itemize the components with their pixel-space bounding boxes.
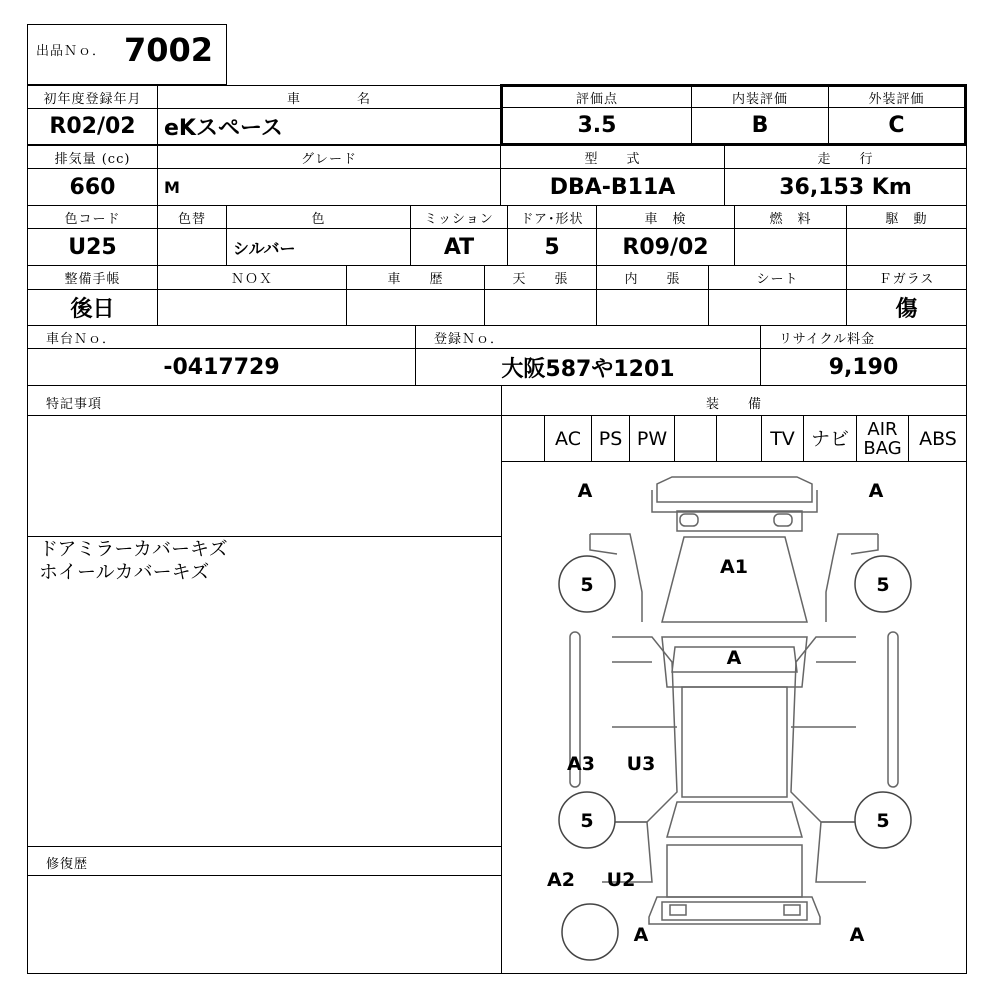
mark-left-rear-a: A2 [547,869,575,891]
hood [662,537,807,622]
color-label: 色 [226,205,411,229]
recycle-value: 9,190 [760,348,967,386]
mileage-value: 36,153 Km [724,168,967,206]
spare-wheel [562,904,618,960]
equipment-tv: TV [761,416,803,461]
equipment-pw: PW [629,416,674,461]
divider [27,536,502,537]
drive-value [846,228,967,266]
mission-label: ミッション [410,205,508,229]
mileage-label: 走 行 [724,145,967,169]
drive-label: 駆 動 [846,205,967,229]
chassis-label: 車台Ｎｏ． [27,325,416,349]
repair-history-label: 修復歴 [46,856,89,872]
equipment-label: 装 備 [705,396,762,412]
interior-label: 内装評価 [691,86,829,108]
right-side-panel [791,637,856,822]
mark-rear-left-wheel: 5 [580,810,594,832]
color-code-label: 色コード [27,205,158,229]
car-diagram [502,462,966,973]
lot-number-box [27,24,227,85]
equipment-navi: ナビ [803,416,856,461]
special-notes-label: 特記事項 [46,396,103,412]
special-note-line: ホイールカバーキズ [39,561,210,583]
repaint-label: 色替 [157,205,227,229]
color-value: シルバー [226,228,411,266]
mark-rear-right-corner: A [849,924,865,946]
mark-front-left-wheel: 5 [580,574,594,596]
condition-marks [547,480,890,946]
equipment-ps: PS [591,416,629,461]
seat-label: シート [708,265,847,290]
first-reg-label: 初年度登録年月 [27,85,158,109]
ceiling-value [484,289,597,326]
grade-label: グレード [157,145,501,169]
equipment-empty [501,416,544,461]
car-outline [570,477,898,924]
lot-number-label: 出品Ｎｏ． [36,43,107,59]
grade-value: M [157,168,501,206]
history-value [346,289,485,326]
mission-value: AT [410,228,508,266]
displacement-label: 排気量 (cc) [27,145,158,169]
service-book-label: 整備手帳 [27,265,158,290]
mark-rear-right-wheel: 5 [876,810,890,832]
headlight-left [680,514,698,526]
exterior-label: 外装評価 [828,86,965,108]
exterior-value: C [828,107,965,144]
fuel-label: 燃 料 [734,205,847,229]
right-sill [888,632,898,787]
front-bumper-outer [652,490,817,512]
nox-value [157,289,347,326]
model-label: 型 式 [500,145,725,169]
wheels [559,556,911,960]
history-label: 車 歴 [346,265,485,290]
fuel-value [734,228,847,266]
score-value: 3.5 [502,107,692,144]
door-value: 5 [507,228,597,266]
mark-roof: A [726,647,742,669]
inspection-label: 車 検 [596,205,735,229]
equipment-airbag [856,416,908,461]
left-side-panel [612,637,677,822]
nox-label: ＮＯＸ [157,265,347,290]
front-bumper [657,477,812,502]
equipment-ac: AC [544,416,591,461]
fglass-label: Ｆガラス [846,265,967,290]
tailgate [667,845,802,897]
color-code-value: U25 [27,228,158,266]
equipment-abs: ABS [908,416,967,461]
registration-label: 登録Ｎｏ． [415,325,761,349]
fglass-value: 傷 [846,289,967,326]
mark-left-side-a: A3 [567,753,595,775]
divider [27,846,502,847]
repaint-value [157,228,227,266]
ceiling-label: 天 張 [484,265,597,290]
equipment-airbag-label: AIR BAG [863,418,902,459]
seat-value [708,289,847,326]
inspection-value: R09/02 [596,228,735,266]
taillight-right [784,905,800,915]
interior-value: B [691,107,829,144]
equipment-empty [716,416,761,461]
car-name-value: eKスペース [157,108,501,145]
model-value: DBA-B11A [500,168,725,206]
chassis-value: -0417729 [27,348,416,386]
roof [682,687,787,797]
mark-left-side-u: U3 [626,753,656,775]
mark-left-rear-u: U2 [606,869,636,891]
first-reg-value: R02/02 [27,108,158,145]
score-label: 評価点 [502,86,692,108]
mark-windshield: A1 [720,556,748,578]
left-fender-edge [590,534,617,554]
notes-panel [27,385,502,974]
mark-front-right-wheel: 5 [876,574,890,596]
mark-front-right-corner: A [868,480,884,502]
service-book-value: 後日 [27,289,158,326]
displacement-value: 660 [27,168,158,206]
rear-window [667,802,802,837]
equipment-empty [674,416,716,461]
mark-rear-left-corner: A [633,924,649,946]
mark-front-left-corner: A [577,480,593,502]
car-name-label: 車 名 [157,85,501,109]
lot-number-value: 7002 [124,31,214,69]
interior-trim-label: 内 張 [596,265,709,290]
headlight-right [774,514,792,526]
taillight-left [670,905,686,915]
right-fender-edge [851,534,878,554]
recycle-label: リサイクル料金 [760,325,967,349]
special-note-line: ドアミラーカバーキズ [39,538,228,560]
door-label: ドア･形状 [507,205,597,229]
divider [27,415,502,416]
interior-trim-value [596,289,709,326]
registration-value: 大阪587や1201 [415,348,761,386]
divider [27,875,502,876]
